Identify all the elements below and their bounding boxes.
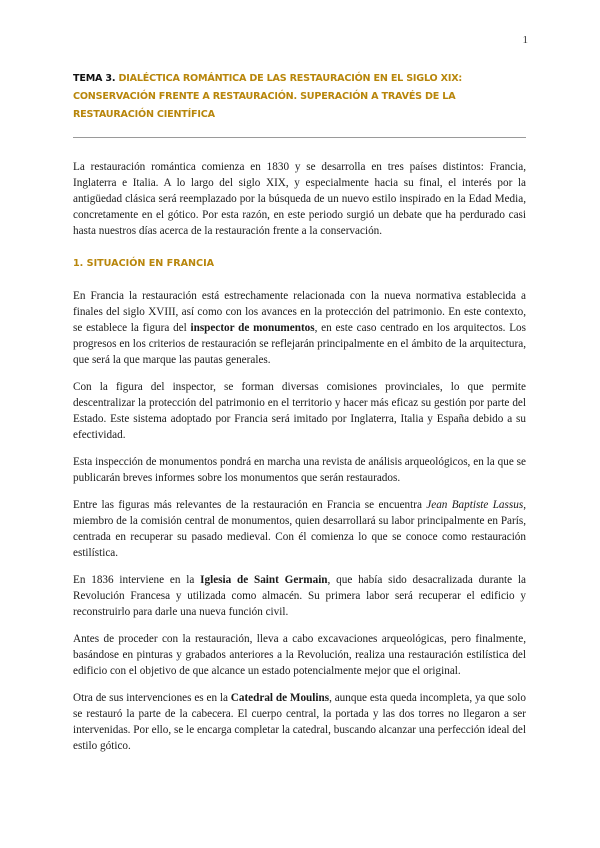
paragraph-lassus [73, 497, 526, 561]
bold-term-saint-germain: Iglesia de Saint Germain [200, 574, 328, 586]
text-run: En Francia la restauración está estrechamente relacionada con la nueva normativa establecida a finales del siglo XVIII, así como con los avances en la protección del patrimonio. En este contexto, se establece la figura del [73, 290, 526, 334]
tema-label: TEMA 3. [73, 73, 116, 84]
italic-name-lassus: Jean Baptiste Lassus [426, 499, 524, 511]
bold-term-moulins: Catedral de Moulins [230, 692, 330, 704]
document-title [73, 70, 526, 124]
text-run: , miembro de la comisión central de monumentos, quien desarrollará su labor principalmente en París, centrada en recuperar su pasado medieval. Con él comienza lo que se conoce como restauración estilística. [73, 499, 526, 559]
paragraph-moulins [73, 690, 526, 754]
text-run: , que había sido desacralizada durante la Revolución Francesa y utilizada como almacén. Su primera labor será recuperar el edificio y reconstruirlo para darle una nueva función civil. [73, 574, 526, 618]
section-heading-francia: 1. SITUACIÓN EN FRANCIA [73, 258, 215, 269]
text-run: , en este caso centrado en los arquitectos. Los progresos en los criterios de restauración se reflejarán principalmente en el ámbito de la arquitectura, que será la que marque las pautas generales. [73, 322, 526, 366]
document-body [73, 70, 526, 754]
text-run: Otra de sus intervenciones es en la [73, 692, 231, 704]
text-run: , aunque esta queda incompleta, ya que solo se restauró la parte de la cabecera. El cuerpo central, la portada y las dos torres no llegaron a ser intervenidas. Por ello, se le encarga completar la catedral, buscando alcanzar una perfección ideal del estilo gótico. [73, 692, 526, 752]
paragraph-comisiones: Con la figura del inspector, se forman diversas comisiones provinciales, lo que permite descentralizar la protección del patrimonio en el territorio y hacer más eficaz su gestión por parte del Estado. Este sistema adoptado por Francia será imitado por Inglaterra, Italia y España debido a su efectividad. [73, 381, 526, 441]
paragraph-excavaciones: Antes de proceder con la restauración, lleva a cabo excavaciones arqueológicas, pero finalmente, basándose en pinturas y grabados anteriores a la Revolución, realiza una restauración estilística del edificio con el objetivo de que alcance un estado potencialmente mejor que el original. [73, 633, 526, 677]
paragraph-inspector [73, 288, 526, 368]
bold-term-inspector: inspector de monumentos [190, 322, 315, 334]
tema-title-text: DIALÉCTICA ROMÁNTICA DE LAS RESTAURACIÓN EN EL SIGLO XIX: CONSERVACIÓN FRENTE A RESTAURACIÓN. SUPERACIÓN A TRAVÉS DE LA RESTAURACIÓN CIENTÍFICA [73, 73, 463, 120]
title-divider [73, 137, 526, 138]
paragraph-saint-germain [73, 572, 526, 620]
paragraph-revista: Esta inspección de monumentos pondrá en marcha una revista de análisis arqueológicos, en la que se publicarán breves informes sobre los monumentos que serán restaurados. [73, 456, 526, 484]
text-run: Entre las figuras más relevantes de la restauración en Francia se encuentra [73, 499, 427, 511]
intro-paragraph: La restauración romántica comienza en 1830 y se desarrolla en tres países distintos: Francia, Inglaterra e Italia. A lo largo del siglo XIX, y especialmente hacia su final, el interés por la antigüedad clásica será reemplazado por la búsqueda de un nuevo estilo inspirado en la Edad Media, concretamente en el gótico. Por esta razón, en este periodo surgió un debate que ha perdurado casi hasta nuestros días acerca de la restauración frente a la conservación. [73, 161, 526, 237]
text-run: En 1836 interviene en la [73, 574, 201, 586]
page-number: 1 [522, 34, 528, 46]
